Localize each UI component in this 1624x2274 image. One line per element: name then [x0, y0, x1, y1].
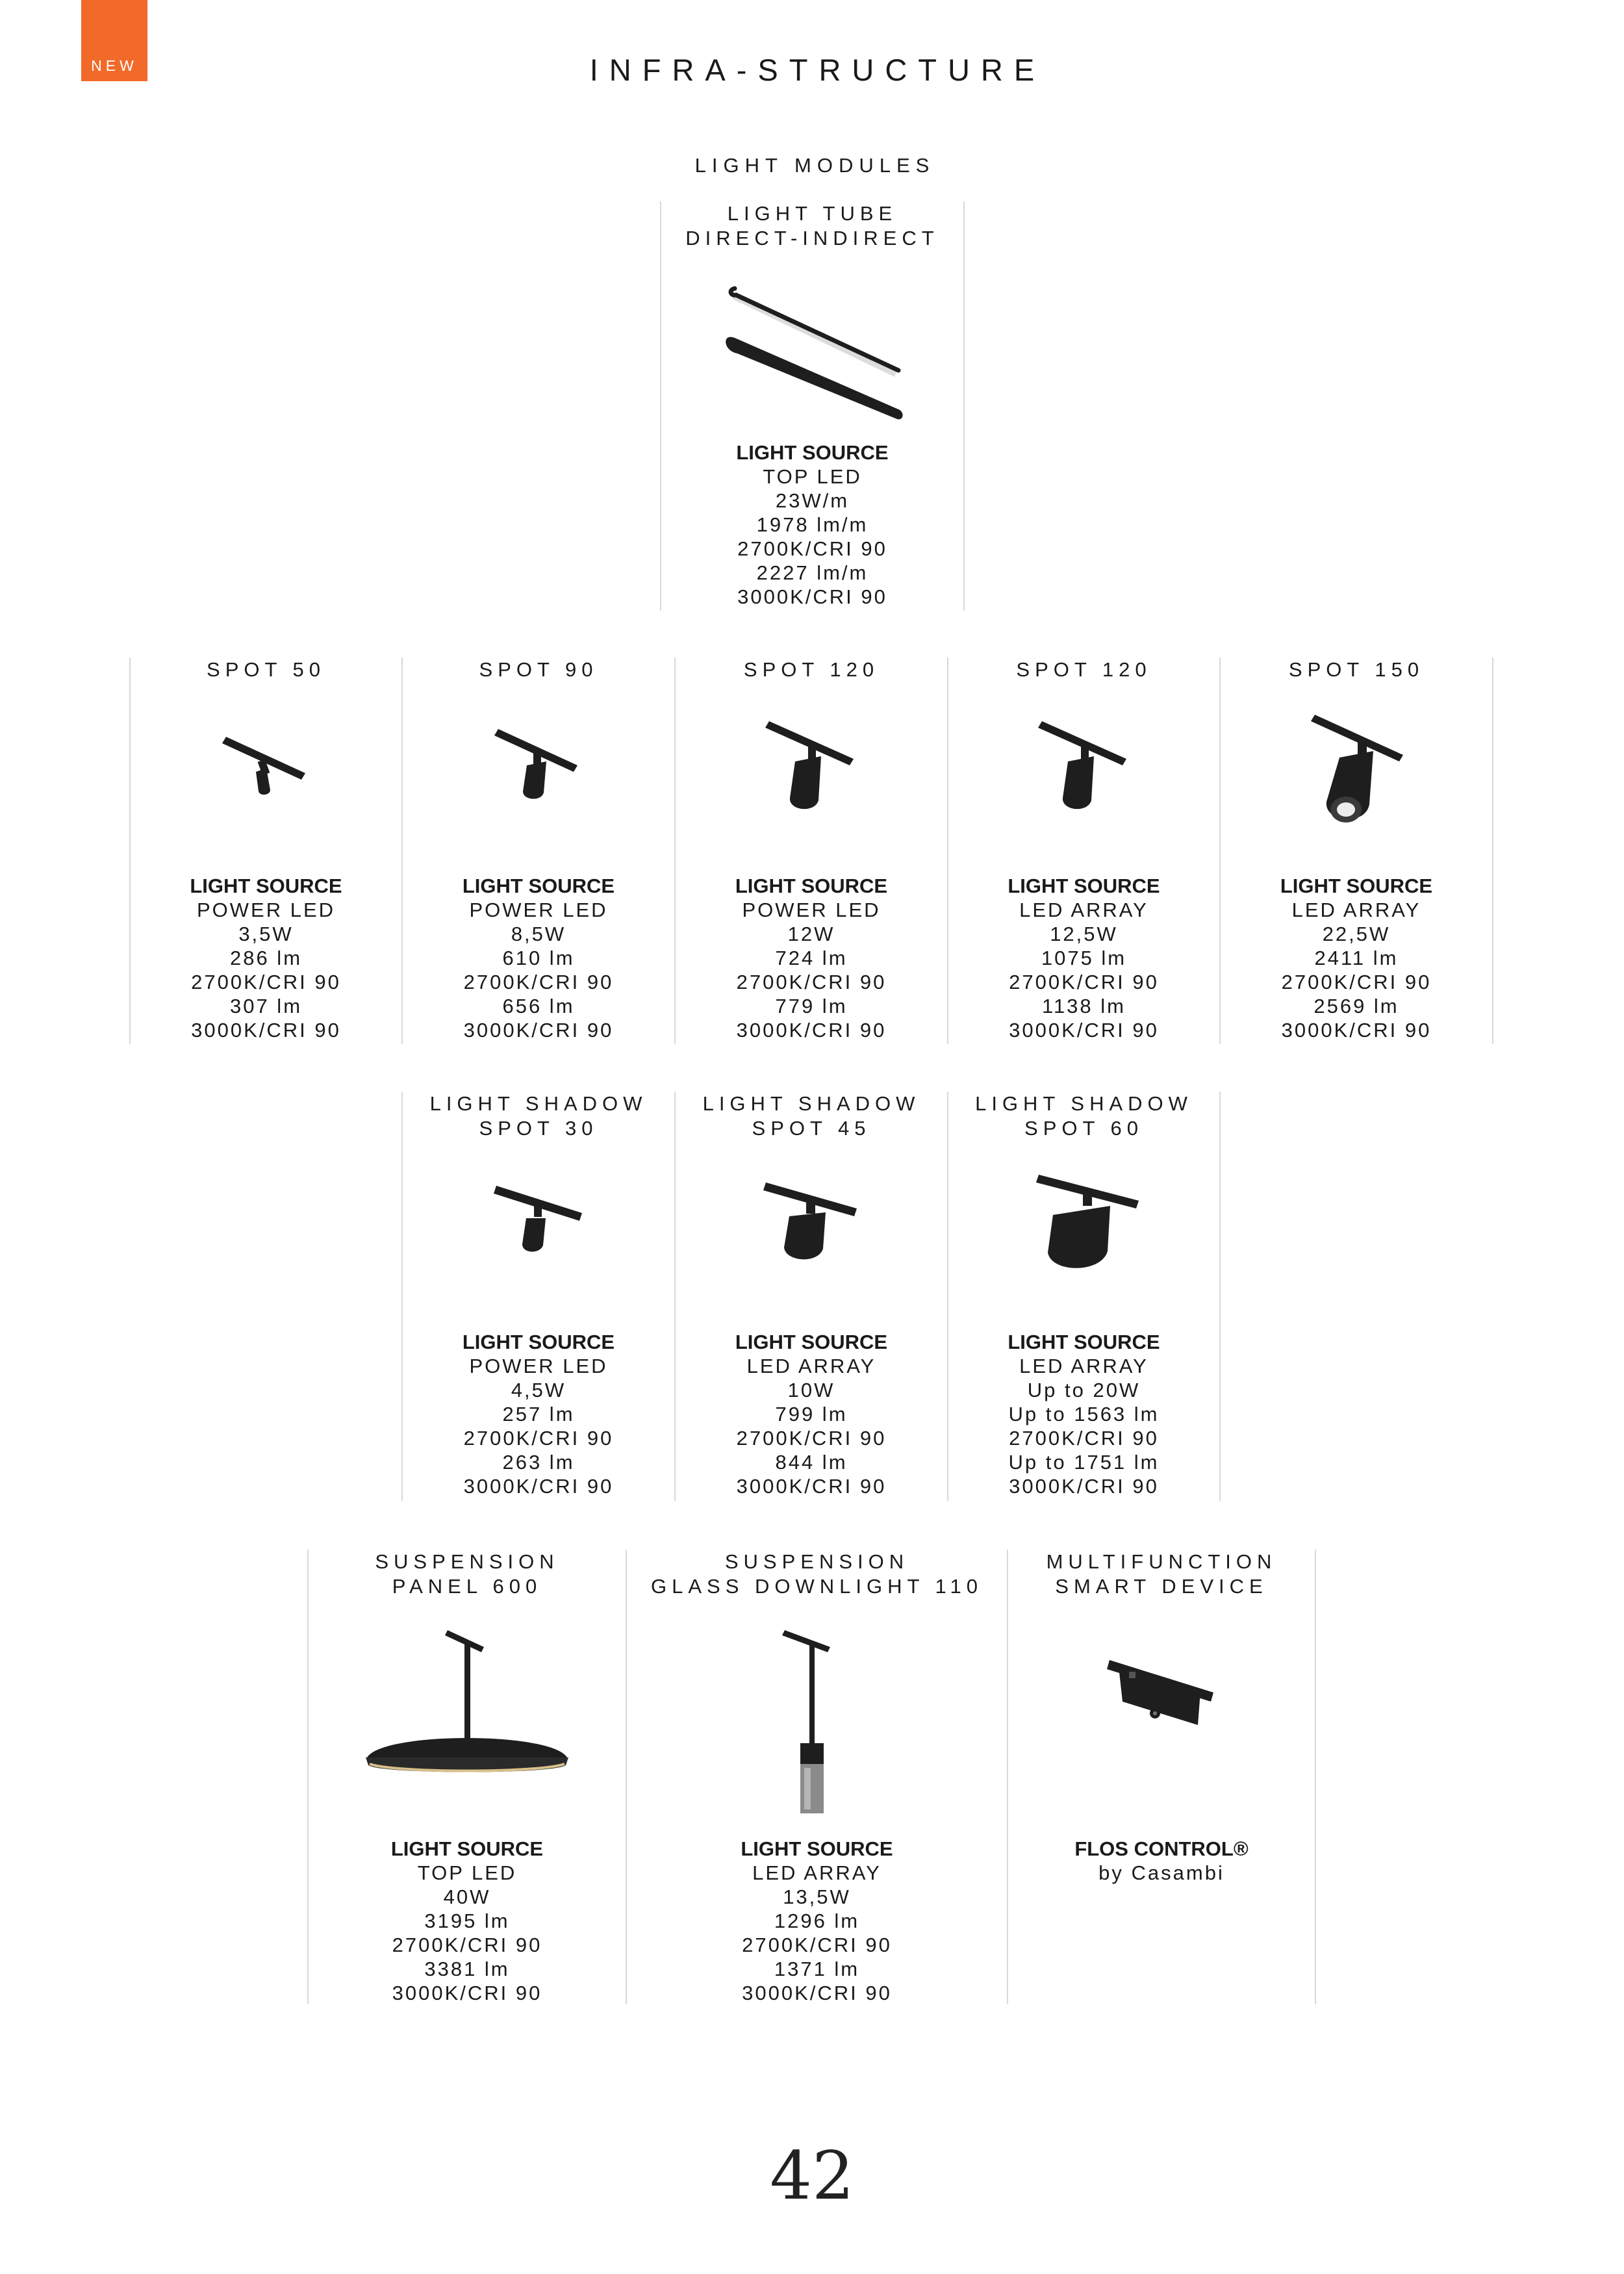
- product-light-shadow-spot-60: [948, 1092, 1219, 1501]
- light-tube-icon: [661, 273, 963, 429]
- spec-line: LED ARRAY: [746, 1355, 876, 1377]
- spec-line: 3000K/CRI 90: [1009, 1019, 1159, 1041]
- product-light-tube: [661, 201, 963, 611]
- spec-line: Up to 20W: [1027, 1379, 1141, 1401]
- spec-line: 12W: [787, 923, 835, 945]
- product-light-shadow-spot-30: [403, 1092, 674, 1501]
- spot-icon: [131, 703, 401, 826]
- product-specs: [676, 1330, 947, 1498]
- page-number: 42: [770, 2138, 854, 2215]
- spec-line: 3000K/CRI 90: [1009, 1475, 1159, 1498]
- divider: [1219, 1092, 1221, 1501]
- spec-line: 8,5W: [511, 923, 566, 945]
- shadow-spot-icon: [403, 1156, 674, 1280]
- spot-icon: [948, 703, 1219, 826]
- spec-line: 610 lm: [502, 947, 575, 969]
- spec-line: 22,5W: [1322, 923, 1391, 945]
- spec-line: 2411 lm: [1314, 947, 1399, 969]
- product-name-line: LIGHT TUBE: [727, 202, 898, 225]
- spec-line: 724 lm: [775, 947, 848, 969]
- spec-line: 2700K/CRI 90: [737, 537, 887, 560]
- specs-heading: LIGHT SOURCE: [1008, 1331, 1160, 1353]
- spec-line: 1978 lm/m: [756, 513, 869, 536]
- product-name-line: MULTIFUNCTION: [1046, 1550, 1277, 1573]
- spec-line: 3000K/CRI 90: [191, 1019, 341, 1041]
- product-name-line: SPOT 30: [479, 1117, 598, 1140]
- spec-line: 2700K/CRI 90: [1009, 971, 1159, 993]
- product-suspension-panel-600: [309, 1550, 626, 2004]
- spec-line: Up to 1563 lm: [1008, 1403, 1160, 1425]
- smart-device-icon: [1008, 1628, 1315, 1757]
- product-specs: [1008, 1837, 1315, 1885]
- spec-line: 2569 lm: [1313, 995, 1399, 1017]
- product-name-line: SPOT 50: [207, 658, 325, 681]
- product-name: [1221, 658, 1492, 682]
- product-name: [676, 1092, 947, 1141]
- shadow-spot-icon: [676, 1156, 947, 1280]
- product-specs: [403, 1330, 674, 1498]
- spec-line: 2700K/CRI 90: [736, 1427, 887, 1450]
- spec-line: 3000K/CRI 90: [736, 1019, 887, 1041]
- spec-line: 656 lm: [502, 995, 575, 1017]
- spec-line: 2700K/CRI 90: [742, 1934, 892, 1956]
- product-name: [403, 658, 674, 682]
- page-title: INFRA-STRUCTURE: [589, 53, 1046, 87]
- spec-line: TOP LED: [417, 1861, 517, 1884]
- product-name-line: SMART DEVICE: [1055, 1575, 1268, 1598]
- spot-icon: [676, 703, 947, 826]
- product-name: [131, 658, 401, 682]
- product-name: [948, 658, 1219, 682]
- product-name-line: SPOT 120: [1016, 658, 1152, 681]
- specs-heading: LIGHT SOURCE: [1280, 875, 1433, 897]
- spec-line: 263 lm: [502, 1451, 575, 1474]
- product-name-line: SPOT 45: [752, 1117, 871, 1140]
- section-title: LIGHT MODULES: [694, 154, 935, 177]
- spec-line: 3000K/CRI 90: [742, 1982, 892, 2004]
- shadow-spot-icon: [948, 1156, 1219, 1286]
- spec-line: 2700K/CRI 90: [736, 971, 887, 993]
- product-name-line: PANEL 600: [392, 1575, 542, 1598]
- spec-line: 3000K/CRI 90: [463, 1475, 614, 1498]
- spec-line: 1138 lm: [1042, 995, 1126, 1017]
- spec-line: 4,5W: [511, 1379, 566, 1401]
- divider: [1315, 1550, 1316, 2004]
- product-name: [1008, 1550, 1315, 1599]
- spec-line: Up to 1751 lm: [1008, 1451, 1160, 1474]
- product-name-line: SUSPENSION: [724, 1550, 909, 1573]
- spec-line: 1296 lm: [774, 1910, 860, 1932]
- suspension-panel-icon: [309, 1621, 626, 1790]
- product-name-line: SPOT 120: [743, 658, 880, 681]
- product-name: [309, 1550, 626, 1599]
- product-specs: [948, 1330, 1219, 1498]
- product-name-line: LIGHT SHADOW: [975, 1092, 1193, 1115]
- product-multifunction-smart-device: [1008, 1550, 1315, 2004]
- spec-line: 844 lm: [775, 1451, 848, 1474]
- specs-heading: LIGHT SOURCE: [1008, 875, 1160, 897]
- spec-line: 3000K/CRI 90: [392, 1982, 542, 2004]
- spec-line: TOP LED: [763, 465, 862, 488]
- product-specs: [676, 874, 947, 1042]
- product-spot-50: [131, 658, 401, 1044]
- spec-line: LED ARRAY: [1019, 899, 1148, 921]
- spec-line: POWER LED: [196, 899, 336, 921]
- spec-line: 12,5W: [1050, 923, 1118, 945]
- specs-heading: LIGHT SOURCE: [735, 1331, 888, 1353]
- product-spot-120-power-led: [676, 658, 947, 1044]
- product-specs: [1221, 874, 1492, 1042]
- specs-heading: LIGHT SOURCE: [735, 875, 888, 897]
- spot-icon: [403, 703, 674, 826]
- specs-heading: LIGHT SOURCE: [390, 1837, 544, 1860]
- product-suspension-glass-downlight-110: [627, 1550, 1007, 2004]
- specs-heading: LIGHT SOURCE: [736, 441, 889, 464]
- specs-heading: LIGHT SOURCE: [190, 875, 342, 897]
- spec-line: 40W: [443, 1885, 491, 1908]
- specs-heading: LIGHT SOURCE: [462, 1331, 615, 1353]
- product-name-line: SPOT 150: [1288, 658, 1425, 681]
- product-name: [627, 1550, 1007, 1599]
- product-specs: [948, 874, 1219, 1042]
- product-name-line: SPOT 90: [479, 658, 598, 681]
- spec-line: LED ARRAY: [1019, 1355, 1148, 1377]
- spec-line: 799 lm: [775, 1403, 848, 1425]
- spec-line: 1371 lm: [774, 1958, 860, 1980]
- spec-line: 23W/m: [775, 489, 850, 512]
- spec-line: 2700K/CRI 90: [191, 971, 341, 993]
- product-name-line: DIRECT-INDIRECT: [685, 227, 939, 249]
- spec-line: POWER LED: [742, 899, 881, 921]
- spec-line: 2700K/CRI 90: [1009, 1427, 1159, 1450]
- product-name-line: SUSPENSION: [375, 1550, 559, 1573]
- product-specs: [403, 874, 674, 1042]
- spec-line: 2227 lm/m: [756, 561, 869, 584]
- product-name-line: SPOT 60: [1024, 1117, 1143, 1140]
- product-name: [661, 201, 963, 251]
- glass-downlight-icon: [627, 1621, 1007, 1816]
- product-name-line: GLASS DOWNLIGHT 110: [651, 1575, 983, 1598]
- specs-heading: LIGHT SOURCE: [741, 1837, 893, 1860]
- product-name-line: LIGHT SHADOW: [429, 1092, 648, 1115]
- spec-line: 257 lm: [502, 1403, 575, 1425]
- product-spot-120-led-array: [948, 658, 1219, 1044]
- spec-line: POWER LED: [469, 1355, 608, 1377]
- product-name-line: LIGHT SHADOW: [702, 1092, 920, 1115]
- product-name: [403, 1092, 674, 1141]
- spec-line: 779 lm: [775, 995, 848, 1017]
- product-specs: [131, 874, 401, 1042]
- spec-line: 1075 lm: [1041, 947, 1127, 969]
- spec-line: POWER LED: [469, 899, 608, 921]
- product-light-shadow-spot-45: [676, 1092, 947, 1501]
- product-name: [948, 1092, 1219, 1141]
- spec-line: 307 lm: [229, 995, 303, 1017]
- spec-line: 3195 lm: [424, 1910, 510, 1932]
- spec-line: 3000K/CRI 90: [736, 1475, 887, 1498]
- spec-line: 3000K/CRI 90: [463, 1019, 614, 1041]
- spec-line: 10W: [787, 1379, 835, 1401]
- spec-line: 2700K/CRI 90: [463, 1427, 614, 1450]
- spec-line: 286 lm: [229, 947, 303, 969]
- new-badge-label: NEW: [91, 57, 138, 74]
- product-specs: [661, 441, 963, 609]
- divider: [963, 201, 965, 611]
- product-spot-90: [403, 658, 674, 1044]
- spec-line: by Casambi: [1098, 1861, 1224, 1884]
- spec-line: 2700K/CRI 90: [1281, 971, 1432, 993]
- spec-line: 3,5W: [238, 923, 294, 945]
- product-specs: [627, 1837, 1007, 2005]
- spec-line: 2700K/CRI 90: [392, 1934, 542, 1956]
- spec-line: 3000K/CRI 90: [1281, 1019, 1432, 1041]
- spot-icon: [1221, 703, 1492, 833]
- spec-line: 3381 lm: [424, 1958, 510, 1980]
- spec-line: LED ARRAY: [752, 1861, 882, 1884]
- specs-heading: LIGHT SOURCE: [462, 875, 615, 897]
- specs-heading: FLOS CONTROL®: [1074, 1837, 1249, 1860]
- product-name: [676, 658, 947, 682]
- spec-line: 3000K/CRI 90: [737, 585, 887, 608]
- product-specs: [309, 1837, 626, 2005]
- spec-line: 13,5W: [783, 1885, 851, 1908]
- spec-line: 2700K/CRI 90: [463, 971, 614, 993]
- product-spot-150: [1221, 658, 1492, 1044]
- divider: [1492, 658, 1493, 1044]
- spec-line: LED ARRAY: [1291, 899, 1421, 921]
